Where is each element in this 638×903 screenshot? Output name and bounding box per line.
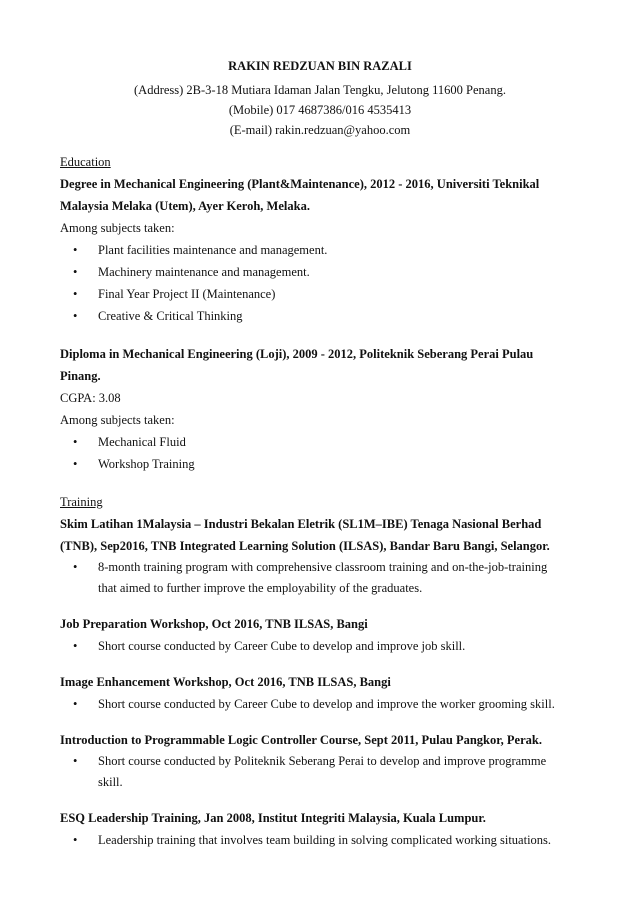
- bullet-icon: •: [73, 754, 78, 768]
- training-heading: Training: [60, 495, 103, 509]
- applicant-name: RAKIN REDZUAN BIN RAZALI: [228, 59, 412, 73]
- bullet-icon: •: [73, 309, 78, 323]
- list-item: • Leadership training that involves team building in solving complicated working situations.: [98, 829, 580, 851]
- diploma-cgpa: CGPA: 3.08: [60, 391, 121, 405]
- degree-subjects-label: Among subjects taken:: [60, 221, 175, 235]
- list-item: • 8-month training program with comprehensive classroom training and on-the-job-training that aimed to further improve the employability of the graduates.: [98, 557, 580, 599]
- training-2-title: Job Preparation Workshop, Oct 2016, TNB ILSAS, Bangi: [60, 617, 368, 631]
- degree-title-line2: Malaysia Melaka (Utem), Ayer Keroh, Melaka.: [60, 199, 310, 213]
- bullet-icon: •: [73, 287, 78, 301]
- degree-subjects-list: [60, 239, 580, 327]
- list-item: • Mechanical Fluid: [98, 431, 580, 453]
- list-item: • Creative & Critical Thinking: [98, 305, 580, 327]
- list-item: • Short course conducted by Career Cube to develop and improve job skill.: [98, 635, 580, 657]
- mobile-line: (Mobile) 017 4687386/016 4535413: [228, 103, 412, 117]
- training-5-title: ESQ Leadership Training, Jan 2008, Institut Integriti Malaysia, Kuala Lumpur.: [60, 811, 486, 825]
- training-4-list: [60, 751, 580, 793]
- degree-title-line1: Degree in Mechanical Engineering (Plant&Maintenance), 2012 - 2016, Universiti Teknikal: [60, 177, 540, 191]
- address-line: (Address) 2B-3-18 Mutiara Idaman Jalan Tengku, Jelutong 11600 Penang.: [134, 83, 506, 97]
- diploma-subjects-label: Among subjects taken:: [60, 413, 175, 427]
- bullet-icon: •: [73, 833, 78, 847]
- list-item: • Plant facilities maintenance and management.: [98, 239, 580, 261]
- diploma-title-line1: Diploma in Mechanical Engineering (Loji), 2009 - 2012, Politeknik Seberang Perai Pulau: [60, 347, 534, 361]
- bullet-icon: •: [73, 265, 78, 279]
- diploma-title-line2: Pinang.: [60, 369, 101, 383]
- bullet-icon: •: [73, 697, 78, 711]
- training-1-title-line2: (TNB), Sep2016, TNB Integrated Learning Solution (ILSAS), Bandar Baru Bangi, Selangor.: [60, 539, 550, 553]
- training-4-title: Introduction to Programmable Logic Controller Course, Sept 2011, Pulau Pangkor, Perak.: [60, 733, 542, 747]
- list-item: • Short course conducted by Politeknik Seberang Perai to develop and improve programme skill.: [98, 751, 580, 793]
- training-3-title: Image Enhancement Workshop, Oct 2016, TNB ILSAS, Bangi: [60, 675, 391, 689]
- list-item: • Machinery maintenance and management.: [98, 261, 580, 283]
- list-item: • Short course conducted by Career Cube to develop and improve the worker grooming skill.: [98, 693, 580, 715]
- list-item: • Workshop Training: [98, 453, 580, 475]
- training-3-list: [60, 693, 580, 715]
- bullet-icon: •: [73, 457, 78, 471]
- training-5-list: [60, 829, 580, 851]
- bullet-icon: •: [73, 639, 78, 653]
- resume-header: [60, 56, 580, 76]
- training-1-title-line1: Skim Latihan 1Malaysia – Industri Bekalan Eletrik (SL1M–IBE) Tenaga Nasional Berhad: [60, 517, 542, 531]
- email-line: (E-mail) rakin.redzuan@yahoo.com: [229, 123, 411, 137]
- bullet-icon: •: [73, 560, 78, 574]
- resume-body: [60, 151, 580, 851]
- list-item: • Final Year Project II (Maintenance): [98, 283, 580, 305]
- diploma-subjects-list: [60, 431, 580, 475]
- bullet-icon: •: [73, 435, 78, 449]
- training-1-list: [60, 557, 580, 599]
- contact-block: [60, 80, 580, 140]
- education-heading: Education: [60, 155, 111, 169]
- bullet-icon: •: [73, 243, 78, 257]
- training-2-list: [60, 635, 580, 657]
